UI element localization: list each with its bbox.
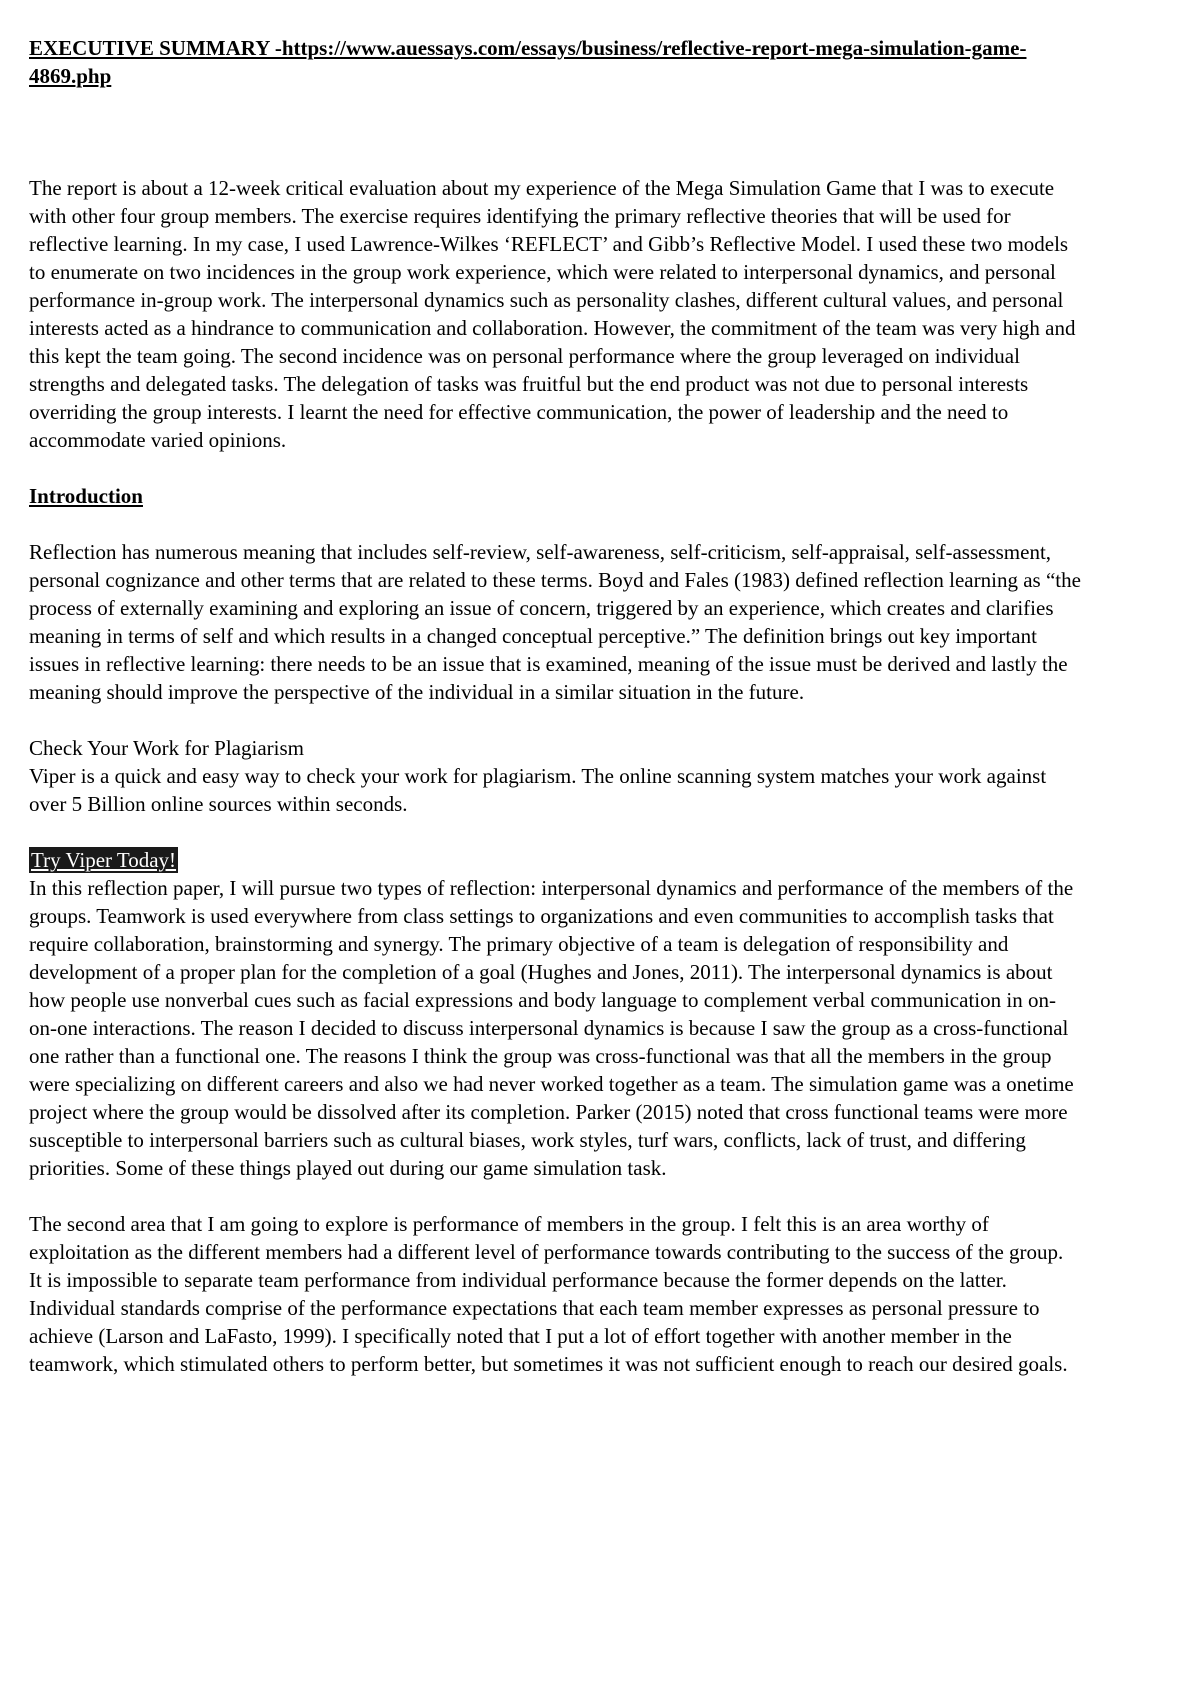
try-viper-button[interactable]: Try Viper Today!	[31, 848, 177, 872]
cta-row	[29, 846, 1081, 874]
spacer	[29, 818, 1081, 846]
spacer	[29, 706, 1081, 734]
document-title[interactable]: EXECUTIVE SUMMARY -https://www.auessays.com/essays/business/reflective-report-mega-simulation-game-4869.php	[29, 36, 1027, 88]
introduction-paragraph: Reflection has numerous meaning that includes self-review, self-awareness, self-criticism, self-appraisal, self-assessment, personal cognizance and other terms that are related to these terms. Boyd and Fales (1983) defined reflection learning as “the process of externally examining and exploring an issue of concern, triggered by an experience, which creates and clarifies meaning in terms of self and which results in a changed conceptual perceptive.” The definition brings out key important issues in reflective learning: there needs to be an issue that is examined, meaning of the issue must be derived and lastly the meaning should improve the perspective of the individual in a similar situation in the future.	[29, 540, 1081, 704]
plagiarism-ad-heading: Check Your Work for Plagiarism	[29, 736, 304, 760]
document-page	[29, 34, 1081, 1378]
plagiarism-ad-text: Viper is a quick and easy way to check your work for plagiarism. The online scanning system matches your work against over 5 Billion online sources within seconds.	[29, 764, 1047, 816]
spacer	[29, 510, 1081, 538]
body-paragraph-1: In this reflection paper, I will pursue two types of reflection: interpersonal dynamics and performance of the members of the groups. Teamwork is used everywhere from class settings to organizations and even communities to accomplish tasks that require collaboration, brainstorming and synergy. The primary objective of a team is delegation of responsibility and development of a proper plan for the completion of a goal (Hughes and Jones, 2011). The interpersonal dynamics is about how people use nonverbal cues such as facial expressions and body language to complement verbal communication in on-on-one interactions. The reason I decided to discuss interpersonal dynamics is because I saw the group as a cross-functional one rather than a functional one. The reasons I think the group was cross-functional was that all the members in the group were specializing on different careers and also we had never worked together as a team. The simulation game was a onetime project where the group would be dissolved after its completion. Parker (2015) noted that cross functional teams were more susceptible to interpersonal barriers such as cultural biases, work styles, turf wars, conflicts, lack of trust, and differing priorities. Some of these things played out during our game simulation task.	[29, 876, 1074, 1180]
introduction-heading: Introduction	[29, 484, 143, 508]
spacer	[29, 1182, 1081, 1210]
summary-paragraph: The report is about a 12-week critical evaluation about my experience of the Mega Simulation Game that I was to execute with other four group members. The exercise requires identifying the primary reflective theories that will be used for reflective learning. In my case, I used Lawrence-Wilkes ‘REFLECT’ and Gibb’s Reflective Model. I used these two models to enumerate on two incidences in the group work experience, which were related to interpersonal dynamics, and personal performance in-group work. The interpersonal dynamics such as personality clashes, different cultural values, and personal interests acted as a hindrance to communication and collaboration. However, the commitment of the team was very high and this kept the team going. The second incidence was on personal performance where the group leveraged on individual strengths and delegated tasks. The delegation of tasks was fruitful but the end product was not due to personal interests overriding the group interests. I learnt the need for effective communication, the power of leadership and the need to accommodate varied opinions.	[29, 176, 1076, 452]
body-paragraph-2: The second area that I am going to explore is performance of members in the group. I felt this is an area worthy of exploitation as the different members had a different level of performance towards contributing to the success of the group. It is impossible to separate team performance from individual performance because the former depends on the latter. Individual standards comprise of the performance expectations that each team member expresses as personal pressure to achieve (Larson and LaFasto, 1999). I specifically noted that I put a lot of effort together with another member in the teamwork, which stimulated others to perform better, but sometimes it was not sufficient enough to reach our desired goals.	[29, 1212, 1068, 1376]
spacer	[29, 454, 1081, 482]
spacer	[29, 90, 1081, 174]
